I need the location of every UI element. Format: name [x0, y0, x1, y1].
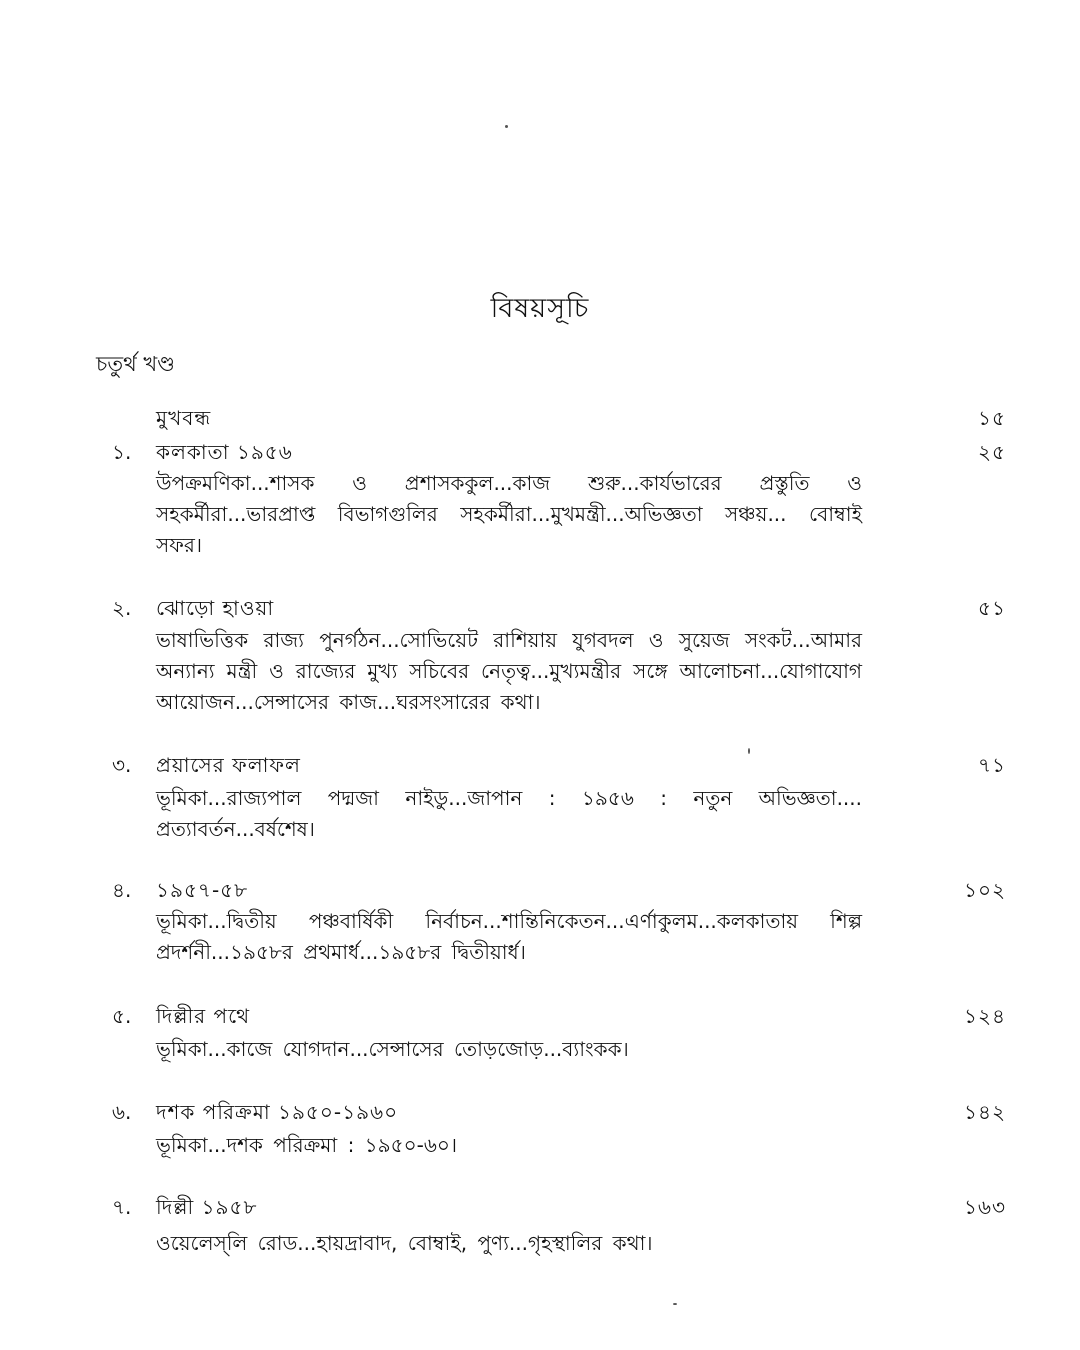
entry-page-number: ১০২: [964, 878, 1006, 902]
entry-page-number: ১৫: [978, 406, 1006, 430]
entry-page-number: ৫১: [978, 596, 1006, 620]
entry-description: উপক্রমণিকা...শাসক ও প্রশাসককুল...কাজ শুরু...কার্যভারের প্রস্তুতি ও সহকর্মীরা...ভারপ্রাপ্ত বিভাগগুলির সহকর্মীরা...মুখমন্ত্রী...অভিজ্ঞতা সঞ্চয়... বোম্বাই সফর।: [156, 471, 862, 557]
entry-number: ১.: [112, 440, 132, 464]
entry-heading: ঝোড়ো হাওয়া: [156, 596, 275, 620]
entry-number: ৫.: [112, 1004, 132, 1028]
entry-heading: দশক পরিক্রমা ১৯৫০-১৯৬০: [156, 1100, 399, 1124]
entry-heading: প্রয়াসের ফলাফল: [156, 753, 301, 777]
entry-page-number: ৭১: [978, 753, 1006, 777]
entry-heading: কলকাতা ১৯৫৬: [156, 440, 293, 464]
entry-description: ভূমিকা...দ্বিতীয় পঞ্চবার্ষিকী নির্বাচন...শান্তিনিকেতন...এর্ণাকুলম...কলকাতায় শিল্প প্রদর্শনী...১৯৫৮র প্রথমার্ধ...১৯৫৮র দ্বিতীয়ার্ধ।: [156, 909, 862, 964]
entry-number: ৭.: [112, 1195, 132, 1219]
entry-heading: মুখবন্ধ: [156, 406, 212, 430]
entry-description: ওয়েলেস্‌লি রোড...হায়দ্রাবাদ, বোম্বাই, পুণ্য...গৃহস্থালির কথা।: [156, 1231, 653, 1255]
entry-description: ভূমিকা...রাজ্যপাল পদ্মজা নাইডু...জাপান : ১৯৫৬ : নতুন অভিজ্ঞতা.... প্রত্যাবর্তন...বর্ষশেষ।: [156, 786, 862, 841]
entry-description: ভূমিকা...দশক পরিক্রমা : ১৯৫০-৬০।: [156, 1133, 457, 1157]
entry-heading: দিল্লী ১৯৫৮: [156, 1195, 258, 1219]
entry-heading: দিল্লীর পথে: [156, 1004, 251, 1028]
entry-number: ২.: [112, 596, 132, 620]
paper-speck: [748, 748, 750, 754]
paper-speck: [505, 125, 508, 128]
entry-page-number: ১২৪: [964, 1004, 1006, 1028]
entry-number: ৬.: [112, 1100, 132, 1124]
paper-speck: [673, 1303, 677, 1305]
entry-number: ৩.: [112, 753, 132, 777]
entry-heading: ১৯৫৭-৫৮: [156, 878, 249, 902]
entry-description: ভূমিকা...কাজে যোগদান...সেন্সাসের তোড়জোড়...ব্যাংকক।: [156, 1037, 629, 1061]
entry-number: ৪.: [112, 878, 132, 902]
entry-page-number: ১৬৩: [964, 1195, 1006, 1219]
section-label: চতুর্থ খণ্ড: [96, 352, 175, 376]
entry-description: ভাষাভিত্তিক রাজ্য পুনর্গঠন...সোভিয়েট রাশিয়ায় যুগবদল ও সুয়েজ সংকট...আমার অন্যান্য মন্ত্রী ও রাজ্যের মুখ্য সচিবের নেতৃত্ব...মুখ্যমন্ত্রীর সঙ্গে আলোচনা...যোগাযোগ আয়োজন...সেন্সাসের কাজ...ঘরসংসারের কথা।: [156, 628, 862, 714]
entry-page-number: ১৪২: [964, 1100, 1006, 1124]
entry-page-number: ২৫: [978, 440, 1006, 464]
page-title: বিষয়সূচি: [490, 293, 590, 324]
